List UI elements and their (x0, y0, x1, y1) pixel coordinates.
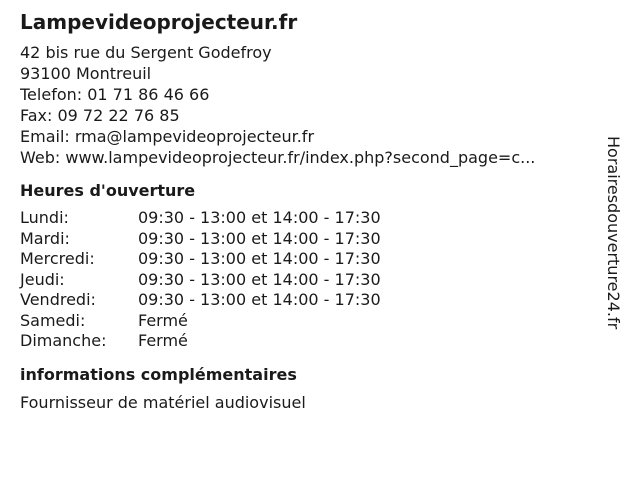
brand-watermark: Horairesdouverture24.fr (604, 136, 623, 330)
email-line: Email: rma@lampevideoprojecteur.fr (20, 127, 315, 146)
info-title: informations complémentaires (20, 364, 297, 384)
hours-day: Lundi: (20, 208, 69, 227)
hours-time: 09:30 - 13:00 et 14:00 - 17:30 (138, 249, 381, 268)
hours-table (20, 208, 381, 352)
hours-row (20, 270, 381, 291)
hours-time: 09:30 - 13:00 et 14:00 - 17:30 (138, 290, 381, 309)
business-card (20, 8, 600, 413)
hours-day: Mercredi: (20, 249, 95, 268)
hours-time: Fermé (138, 310, 188, 330)
hours-row (20, 311, 381, 332)
address-line-1: 42 bis rue du Sergent Godefroy (20, 43, 272, 62)
hours-row (20, 249, 381, 270)
hours-time: 09:30 - 13:00 et 14:00 - 17:30 (138, 208, 381, 227)
hours-time: 09:30 - 13:00 et 14:00 - 17:30 (138, 269, 381, 289)
info-text: Fournisseur de matériel audiovisuel (20, 392, 306, 412)
hours-day: Vendredi: (20, 290, 96, 309)
phone-line: Telefon: 01 71 86 46 66 (20, 85, 210, 104)
hours-row (20, 331, 381, 352)
address-line-2: 93100 Montreuil (20, 64, 152, 83)
hours-day: Mardi: (20, 228, 70, 248)
web-line: Web: www.lampevideoprojecteur.fr/index.php?second_page=c... (20, 148, 536, 167)
hours-time: 09:30 - 13:00 et 14:00 - 17:30 (138, 228, 381, 248)
hours-day: Samedi: (20, 310, 86, 330)
fax-line: Fax: 09 72 22 76 85 (20, 106, 180, 125)
hours-day: Jeudi: (20, 269, 65, 289)
hours-time: Fermé (138, 331, 188, 350)
hours-day: Dimanche: (20, 331, 107, 350)
business-name: Lampevideoprojecteur.fr (20, 10, 298, 34)
hours-row (20, 208, 381, 229)
hours-title: Heures d'ouverture (20, 181, 196, 200)
hours-row (20, 290, 381, 311)
hours-row (20, 229, 381, 250)
